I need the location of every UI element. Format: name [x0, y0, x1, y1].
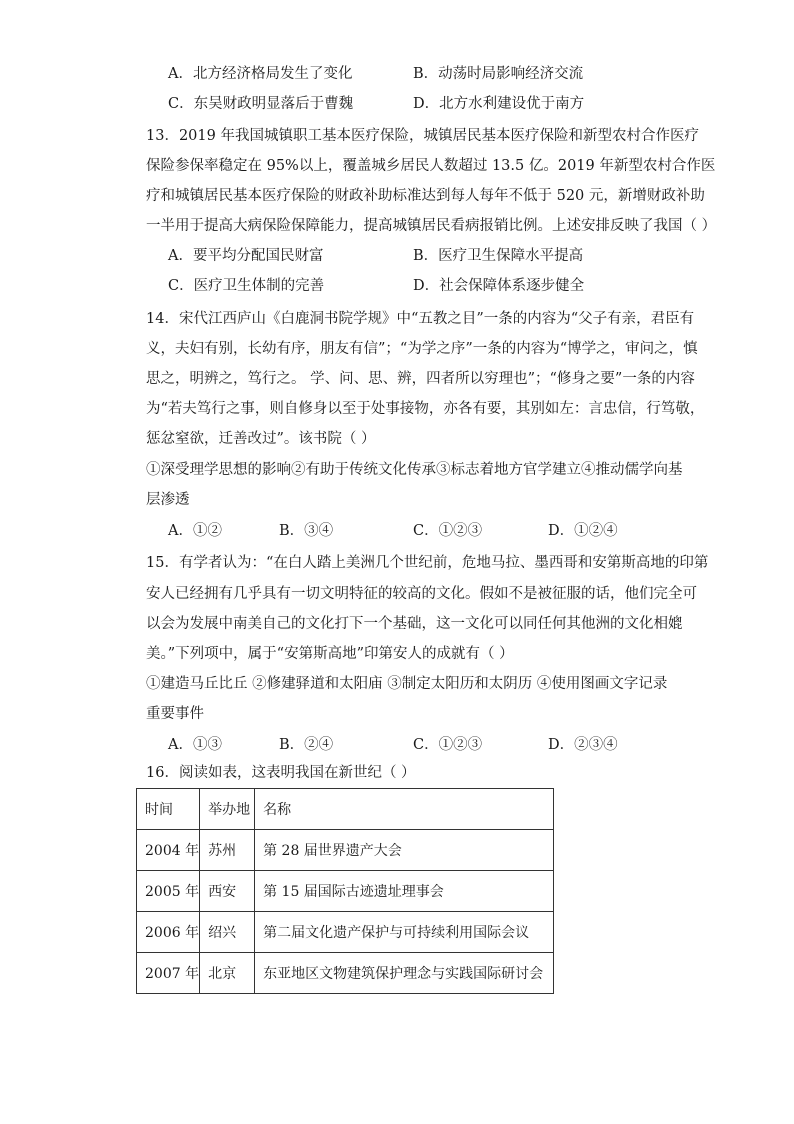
table-row: [137, 871, 554, 912]
table-row: [137, 830, 554, 871]
q15-option-b: B．②④: [279, 737, 334, 753]
table-header-cell: 名称: [255, 789, 554, 830]
q15-stem-line: 安人已经拥有几乎具有一切文明特征的较高的文化。假如不是被征服的话，他们完全可: [146, 586, 697, 602]
q12-option-a: A．北方经济格局发生了变化: [168, 66, 353, 82]
q14-option-d: D．①②④: [548, 523, 618, 539]
table-cell: 绍兴: [200, 912, 255, 953]
q13-stem-line: 一半用于提高大病保险保障能力，提高城镇居民看病报销比例。上述安排反映了我国（ ）: [146, 218, 717, 234]
q15-item-line: ①建造马丘比丘 ②修建驿道和太阳庙 ③制定太阳历和太阴历 ④使用图画文字记录: [146, 676, 668, 692]
table-row: [137, 912, 554, 953]
q14-option-b: B．③④: [279, 523, 334, 539]
table-cell: 苏州: [200, 830, 255, 871]
q15-stem-line: 15．有学者认为：“在白人踏上美洲几个世纪前，危地马拉、墨西哥和安第斯高地的印第: [146, 555, 709, 571]
q15-option-c: C．①②③: [413, 737, 483, 753]
table-cell: 东亚地区文物建筑保护理念与实践国际研讨会: [255, 953, 554, 994]
q12-option-c: C．东吴财政明显落后于曹魏: [168, 96, 354, 112]
q13-stem-line: 保险参保率稳定在 95%以上，覆盖城乡居民人数超过 13.5 亿。2019 年新型农村合作医: [146, 158, 716, 174]
table-cell: 第 15 届国际古迹遗址理事会: [255, 871, 554, 912]
table-cell: 第 28 届世界遗产大会: [255, 830, 554, 871]
q13-stem-line: 13．2019 年我国城镇职工基本医疗保险，城镇居民基本医疗保险和新型农村合作医疗: [146, 128, 699, 144]
q14-item-line: 层渗透: [146, 492, 190, 508]
table-row: [137, 953, 554, 994]
q13-stem-line: 疗和城镇居民基本医疗保险的财政补助标准达到每人每年不低于 520 元，新增财政补助: [146, 188, 705, 204]
table-header-row: [137, 789, 554, 830]
q14-stem-line: 为“若夫笃行之事，则自修身以至于处事接物，亦各有要，其别如左：言忠信，行笃敬，: [146, 401, 705, 417]
q14-stem-line: 14．宋代江西庐山《白鹿洞书院学规》中“五教之目”一条的内容为“父子有亲，君臣有: [146, 311, 695, 327]
q15-option-a: A．①③: [168, 737, 222, 753]
table-cell: 西安: [200, 871, 255, 912]
table-cell: 北京: [200, 953, 255, 994]
table-header-cell: 举办地: [200, 789, 255, 830]
q14-option-c: C．①②③: [413, 523, 483, 539]
table-cell: 第二届文化遗产保护与可持续利用国际会议: [255, 912, 554, 953]
q15-stem-line: 美。”下列项中，属于“安第斯高地”印第安人的成就有（ ）: [146, 646, 514, 662]
q13-option-c: C．医疗卫生体制的完善: [168, 278, 325, 294]
q13-option-b: B．医疗卫生保障水平提高: [413, 248, 584, 264]
conference-table: [136, 788, 554, 994]
table-cell: 2005 年: [137, 871, 200, 912]
q14-option-a: A．①②: [168, 523, 222, 539]
q16-stem: 16．阅读如表，这表明我国在新世纪（ ）: [146, 765, 416, 781]
q14-stem-line: 惩忿窒欲，迁善改过”。该书院（ ）: [146, 431, 376, 447]
q15-item-line: 重要事件: [146, 706, 204, 722]
q14-stem-line: 思之，明辨之，笃行之。 学、问、思、辨，四者所以穷理也”；“修身之要”一条的内容: [146, 371, 695, 387]
table-cell: 2007 年: [137, 953, 200, 994]
q12-option-d: D．北方水利建设优于南方: [413, 96, 585, 112]
q12-option-b: B．动荡时局影响经济交流: [413, 66, 584, 82]
q15-stem-line: 以会为发展中南美自己的文化打下一个基础，这一文化可以同任何其他洲的文化相媲: [146, 616, 683, 632]
q15-option-d: D．②③④: [548, 737, 618, 753]
q13-option-a: A．要平均分配国民财富: [168, 248, 324, 264]
table-cell: 2006 年: [137, 912, 200, 953]
q14-stem-line: 义，夫妇有别，长幼有序，朋友有信”；“为学之序”一条的内容为“博学之，审问之，慎: [146, 341, 698, 357]
q14-item-line: ①深受理学思想的影响②有助于传统文化传承③标志着地方官学建立④推动儒学向基: [146, 462, 683, 478]
table-cell: 2004 年: [137, 830, 200, 871]
q13-option-d: D．社会保障体系逐步健全: [413, 278, 585, 294]
table-header-cell: 时间: [137, 789, 200, 830]
